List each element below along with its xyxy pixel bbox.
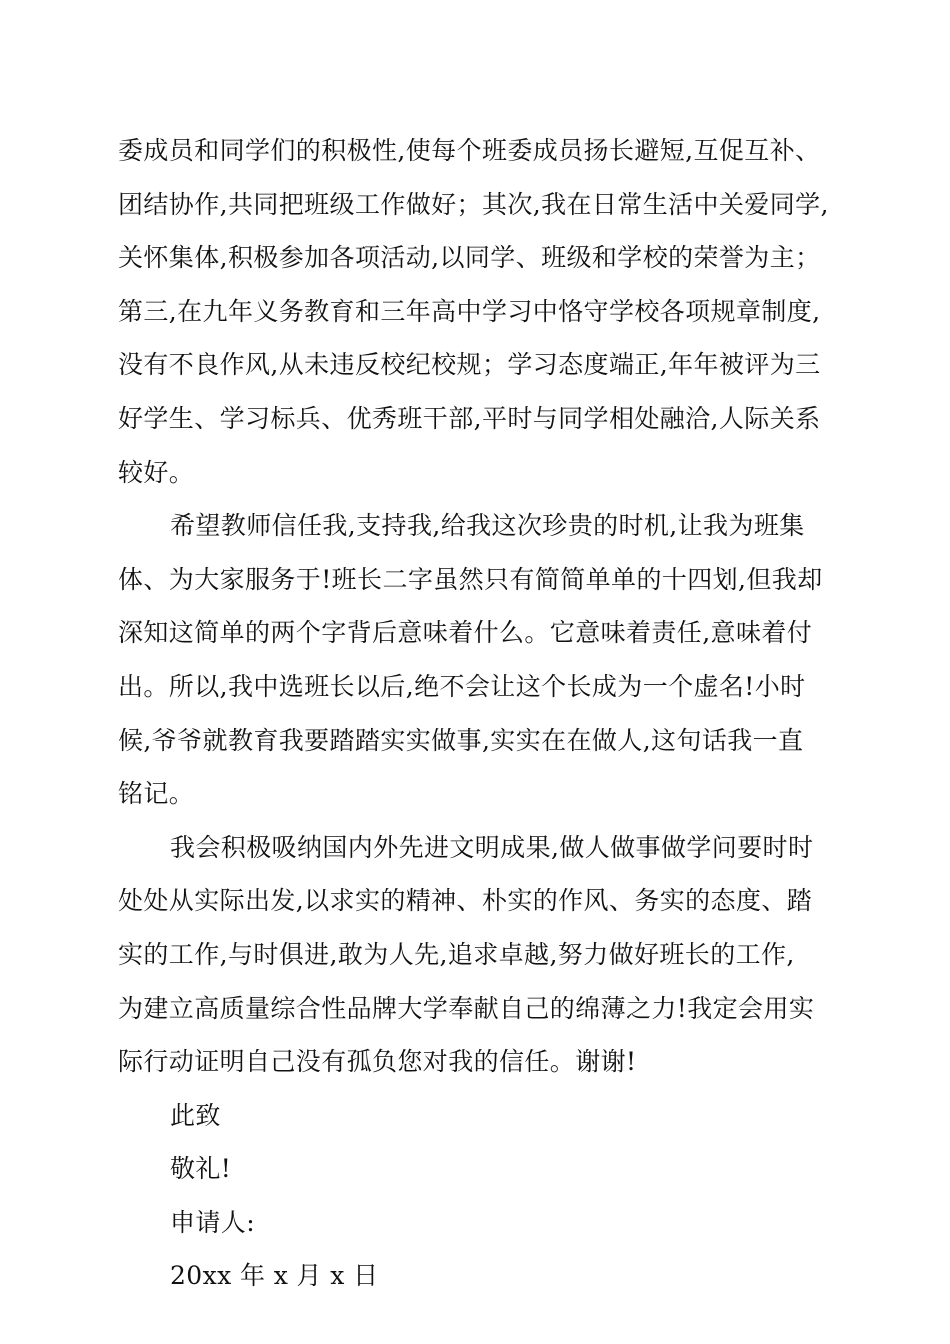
paragraph-line: 好学生、学习标兵、优秀班干部,平时与同学相处融洽,人际关系	[118, 403, 821, 433]
closing-respect: 敬礼!	[170, 1154, 232, 1184]
paragraph-line: 处处从实际出发,以求实的精神、朴实的作风、务实的态度、踏	[118, 886, 813, 916]
paragraph-line: 铭记。	[118, 779, 195, 809]
paragraph-line: 希望教师信任我,支持我,给我这次珍贵的时机,让我为班集	[170, 511, 805, 541]
paragraph-line: 较好。	[118, 457, 195, 487]
date-line: 20xx 年 x 月 x 日	[170, 1261, 379, 1291]
paragraph-line: 深知这简单的两个字背后意味着什么。它意味着责任,意味着付	[118, 618, 813, 648]
paragraph-line: 实的工作,与时俱进,敢为人先,追求卓越,努力做好班长的工作,	[118, 939, 795, 969]
paragraph-line: 候,爷爷就教育我要踏踏实实做事,实实在在做人,这句话我一直	[118, 725, 804, 755]
paragraph-line: 我会积极吸纳国内外先进文明成果,做人做事做学问要时时	[170, 832, 814, 862]
paragraph-line: 体、为大家服务于!班长二字虽然只有简简单单的十四划,但我却	[118, 564, 823, 594]
paragraph-line: 出。所以,我中选班长以后,绝不会让这个长成为一个虚名!小时	[118, 671, 806, 701]
paragraph-line: 没有不良作风,从未违反校纪校规；学习态度端正,年年被评为三	[118, 350, 821, 380]
closing-salutation: 此致	[170, 1100, 221, 1130]
paragraph-line: 为建立高质量综合性品牌大学奉献自己的绵薄之力!我定会用实	[118, 993, 815, 1023]
applicant-label: 申请人:	[170, 1207, 256, 1237]
paragraph-line: 关怀集体,积极参加各项活动,以同学、班级和学校的荣誉为主；	[118, 243, 821, 273]
paragraph-line: 团结协作,共同把班级工作做好；其次,我在日常生活中关爱同学,	[118, 189, 829, 219]
document-page	[118, 124, 828, 1303]
paragraph-line: 第三,在九年义务教育和三年高中学习中恪守学校各项规章制度,	[118, 296, 821, 326]
paragraph-line: 委成员和同学们的积极性,使每个班委成员扬长避短,互促互补、	[118, 136, 821, 165]
paragraph-line: 际行动证明自己没有孤负您对我的信任。谢谢!	[118, 1047, 637, 1077]
